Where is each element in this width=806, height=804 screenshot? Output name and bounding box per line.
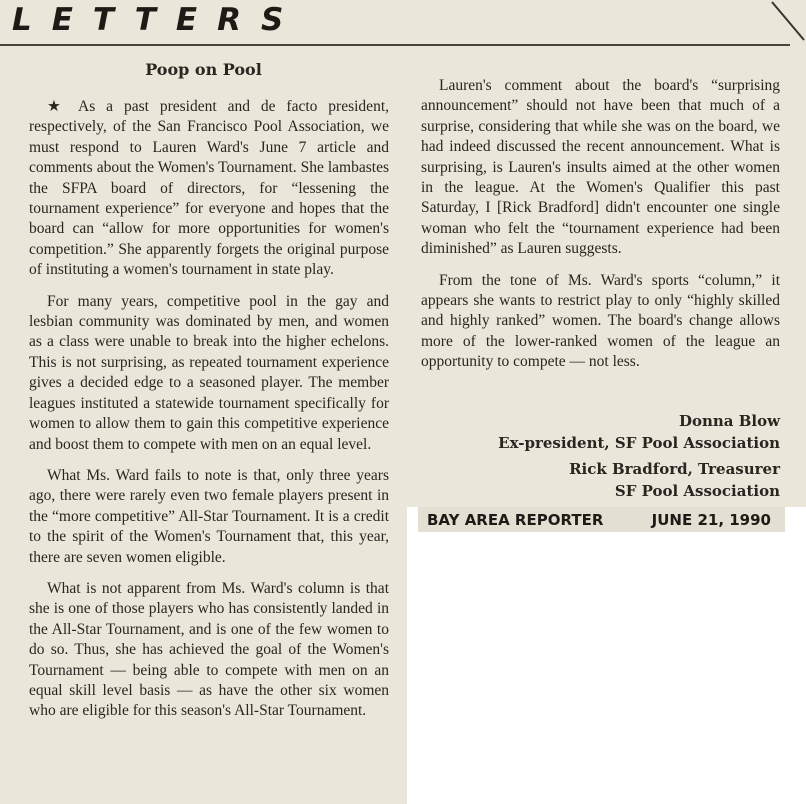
paragraph: From the tone of Ms. Ward's sports “column,” it appears she wants to restrict play to only “highly skilled and highly ranked” women. The board's change allows more of the lower-ranked women of the league an opportunity to compete — not less. <box>421 271 780 371</box>
header-rule <box>0 44 790 46</box>
paragraph: Lauren's comment about the board's “surprising announcement” should not have been that much of a surprise, considering that while she was on the board, we had indeed discussed the recent announcement. What is surprising, is Lauren's insults aimed at the other women in the league. At the Women's Qualifier this past Saturday, I [Rick Bradford] didn't encounter one single woman who felt the “tournament experience had been diminished” as Lauren suggests. <box>421 77 780 258</box>
paragraph: ★ As a past president and de facto president, respectively, of the San Francisco Pool Association, we must respond to Lauren Ward's June 7 article and comments about the Women's Tournament. She lambastes the SFPA board of directors, for “lessening the tournament experience” for everyone and hopes that the board can “allow for more opportunities for women's competition.” She apparently forgets the original purpose of instituting a women's tournament in state play. <box>29 98 389 279</box>
publication-date: JUNE 21, 1990 <box>651 510 771 529</box>
publication-name: BAY AREA REPORTER <box>427 510 604 529</box>
letter-column-right <box>421 76 780 384</box>
paragraph: What Ms. Ward fails to note is that, only three years ago, there were rarely even two female players present in the “more competitive” All-Star Tournament. It is a credit to the spirit of the Women's Tournament that, this year, there are seven women eligible. <box>29 466 389 566</box>
publication-footer <box>418 507 785 532</box>
letter-headline: Poop on Pool <box>145 60 262 79</box>
torn-corner-icon <box>770 0 806 44</box>
section-title: LETTERS <box>12 2 304 38</box>
paragraph: For many years, competitive pool in the gay and lesbian community was dominated by men, and women as a class were unable to break into the higher echelons. This is not surprising, as repeated tournament experience gives a decided edge to a seasoned player. The member leagues instituted a statewide tournament specifically for women to allow them to gain this competitive experience and boost them to compete with men on an equal level. <box>29 292 389 453</box>
letter-column-left <box>29 97 389 733</box>
signer-title: SF Pool Association <box>614 482 780 500</box>
signer-name: Rick Bradford, Treasurer <box>569 460 780 478</box>
signer-title: Ex-president, SF Pool Association <box>498 434 780 452</box>
signature-block <box>410 410 780 502</box>
signer-name: Donna Blow <box>678 412 780 430</box>
paragraph: What is not apparent from Ms. Ward's column is that she is one of those players who has consistently landed in the All-Star Tournament, and is one of the few women to do so. Thus, she has achieved the goal of the Women's Tournament — being able to compete with men on an equal skill level basis — as have the other six women who are eligible for this season's All-Star Tournament. <box>29 579 389 720</box>
